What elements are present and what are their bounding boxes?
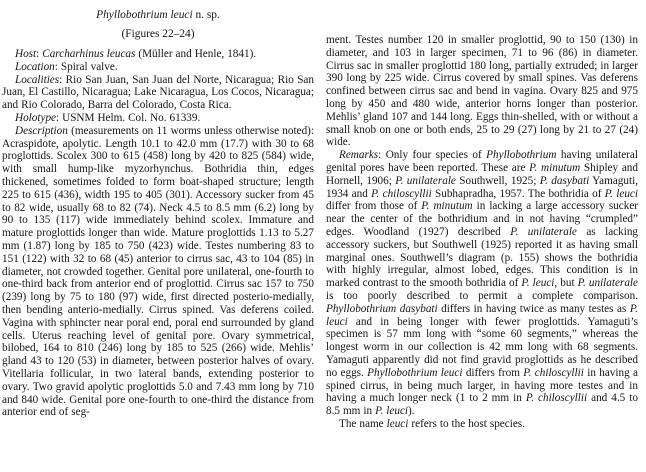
italic-run: Host [15,48,37,60]
italic-run: P. unilaterale [510,225,577,238]
text-run: in having a spined cirrus, in being much larger, in having more testes and in having a much longer neck (1 to 2 mm in [326,366,639,405]
location-paragraph [2,61,314,74]
italic-run: Phyllobothrium leuci [96,9,193,21]
italic-run: P. chiloscyllii [523,366,584,379]
text-run: n. sp. [192,9,220,21]
text-run: The name [339,417,387,430]
italic-run: P. unilaterale [577,277,638,290]
italic-run: leuci [386,417,409,430]
figures-caption: (Figures 22–24) [121,28,195,40]
text-run: : [36,48,43,60]
italic-run: P. leuci [375,405,409,418]
continuation-paragraph [326,34,638,149]
text-run: : Only four species of [378,149,487,162]
text-run: Southwell, 1925; [455,174,540,187]
italic-run: P. leuci [326,302,638,328]
text-run: is too poorly described to permit a complete comparison. [326,289,638,302]
italic-run: P. leuci [604,187,638,200]
text-run: : Rio San Juan, San Juan del Norte, Nicaragua; Rio San Juan, El Castillo, Nicaragua; Lake Nicaragua, Los Cocos, Nicaragua; and Rio Colorado, Barra del Colorado, Costa Rica. [2,73,314,112]
etymology-paragraph [326,418,638,431]
italic-run: Phyllobothrium dasybati [326,302,438,315]
text-run: ). [408,405,415,418]
text-run: differs from [462,366,524,379]
text-run: and 4.5 to 8.5 mm in [326,392,638,418]
left-column-text [2,48,314,419]
host-paragraph [2,48,314,61]
italic-run: Phyllobothrium leuci [367,366,463,379]
text-run: and in being longer with fewer proglottids. Yamaguti’s specimen is 57 mm long with “some 60 segments,” whereas the longest worm in our collection is 42 mm long with 68 segments. Yamaguti apparently did not find gravid proglottids as he described no eggs. [326,315,638,379]
italic-run: Phyllobothrium [486,149,557,162]
text-run: : USNM Helm. Col. No. 61339. [56,111,201,124]
text-run: in lacking a large accessory sucker near the center of the bothridium and in not having “crumpled” edges. Woodland (1927) described [326,200,639,238]
right-column [326,8,638,468]
species-heading [2,8,314,22]
italic-run: P. leuci [521,277,555,290]
text-run: (measurements on 11 worms unless otherwise noted): Acraspidote, apolytic. Length 10.1 to 42.0 mm (17.7) with 30 to 68 proglottids. Scolex 300 to 615 (458) long by 420 to 825 (584) wide, with small hump-like myzorhynchus. Bothridia thin, edges thickened, sometimes folded to form boat-shaped structure; length 225 to 615 (436), width 195 to 405 (301). Accessory sucker from 45 to 82 wide, usually 68 to 82 (74). Neck 4.5 to 8.5 mm (6.2) long by 90 to 135 (117) wide immediately behind scolex. Immature and mature proglottids longer than wide. Mature proglottids 1.13 to 5.27 mm (1.87) long by 185 to 750 (423) wide. Testes numbering 83 to 151 (122) with 32 to 68 (45) anterior to cirrus sac, 43 to 104 (85) in diameter, not crowded together. Genital pore unilateral, one-fourth to one-third back from anterior end of proglottid. Cirrus sac 157 to 750 (239) long by 75 to 180 (97) wide, first directed posterio-medially, then bending anterio-medially. Cirrus spined. Vas deferens coiled. Vagina with sphincter near poral end, poral end surrounded by gland cells. Uterus reaching level of genital pore. Ovary symmetrical, bilobed, 164 to 810 (246) long by 185 to 525 (266) wide. Mehlis’ gland 43 to 120 (53) in diameter, between posterior halves of ovary. Vitellaria follicular, in two lateral bands, extending posterior to ovary. Two gravid apolytic proglottids 5.0 and 7.43 mm long by 710 and 840 wide. Genital pore one-fourth to one-third the distance from anterior end of seg- [2,124,314,419]
text-run: (Müller and Henle, 1841). [135,48,257,60]
italic-run: P. chiloscyllii [525,392,588,405]
italic-run: Holotype [15,111,57,124]
left-column [2,8,314,468]
italic-run: Location [15,60,55,73]
text-run: differ from those of [326,200,422,213]
description-paragraph [2,125,314,419]
italic-run: Carcharhinus leucas [42,48,136,60]
italic-run: P. dasybati [539,174,590,187]
text-run: Shipley and Hornell, 1906; [326,161,638,187]
text-run: as lacking accessory suckers, but Southwell (1925) reported it as having small marginal ones. Southwell’s diagram (p. 155) shows the bothridia with highly irregular, almost lobed, edges. This condition is in marked contrast to the smooth bothridia of [326,225,639,290]
italic-run: P. minutum [421,200,473,213]
italic-run: Remarks [339,149,379,162]
text-run: ment. Testes number 120 in smaller proglottid, 90 to 150 (130) in diameter, and 103 in larger specimen, 71 to 96 (86) in diameter. Cirrus sac in smaller proglottid 180 long, partially extruded; in larger 390 long by 225 wide. Cirrus covered by small spines. Vas deferens confined between cirrus sac and bend in vagina. Ovary 825 and 975 long by 450 and 480 wide, anterior horns longer than posterior. Mehlis’ gland 107 and 144 long. Eggs thin-shelled, with or without a small knob on one or both ends, 25 to 29 (27) long by 21 to 27 (24) wide. [326,34,638,149]
text-run: : Spiral valve. [54,60,118,73]
right-column-text [326,34,638,431]
italic-run: P. minutum [529,161,581,174]
text-run: Subhapradha, 1957. The bothridia of [431,187,605,200]
text-run: Yamaguti, 1934 and [326,174,638,200]
remarks-paragraph [326,149,638,418]
italic-run: Description [15,124,68,137]
text-run: , but [554,277,578,290]
text-run: differs in having twice as many testes as [437,302,630,315]
text-run: having unilateral genital pores have been reported. These are [326,149,639,174]
holotype-paragraph [2,112,314,125]
text-run: refers to the host species. [408,417,525,430]
italic-run: P. unilaterale [395,174,456,187]
italic-run: Localities [15,73,60,86]
localities-paragraph [2,74,314,112]
italic-run: P. chiloscyllii [371,187,432,200]
